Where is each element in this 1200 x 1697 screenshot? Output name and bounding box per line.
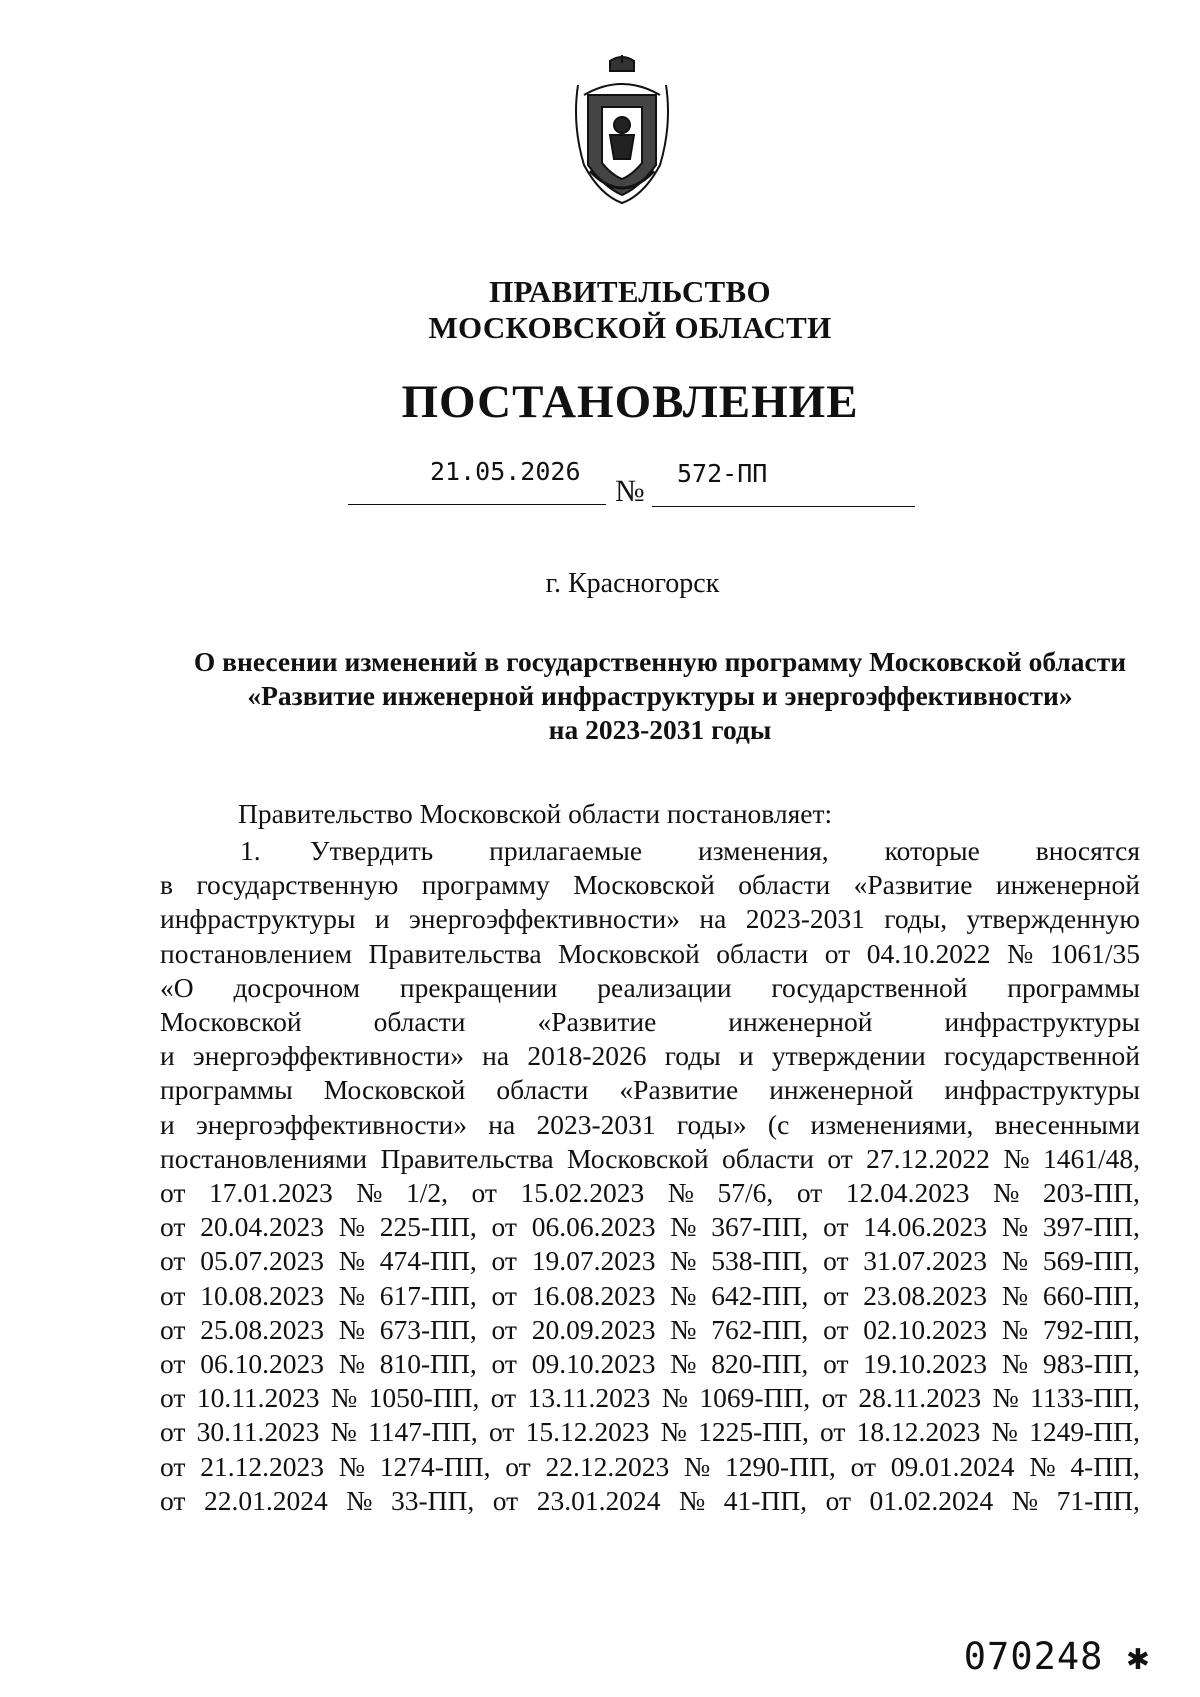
body-word: № xyxy=(993,1177,1020,1208)
body-word: 1069-ПП, xyxy=(699,1382,811,1414)
document-number: 572-ПП xyxy=(677,459,768,488)
body-word: изменения, xyxy=(697,835,829,866)
body-word: от xyxy=(160,1245,186,1277)
body-word: утверждении xyxy=(771,1040,926,1072)
body-word: 397-ПП, xyxy=(1042,1211,1140,1243)
body-word: 09.10.2023 xyxy=(531,1348,656,1379)
body-word: государственной xyxy=(771,971,968,1003)
body-word: 05.07.2023 xyxy=(200,1245,324,1277)
body-word: от xyxy=(160,1211,186,1243)
body-word: досрочном xyxy=(233,971,361,1003)
body-word: 15.12.2023 xyxy=(525,1416,650,1448)
body-word: от xyxy=(823,1211,849,1243)
body-word: 06.10.2023 xyxy=(200,1348,324,1379)
body-word: от xyxy=(160,1313,186,1345)
body-word: области xyxy=(738,869,831,901)
stamp-code: 070248 xyxy=(963,1635,1104,1678)
body-word: и xyxy=(160,1040,175,1072)
body-line xyxy=(160,1006,1140,1040)
body-word: № xyxy=(330,1416,357,1448)
organization-name-line1: ПРАВИТЕЛЬСТВО xyxy=(489,274,771,309)
body-word: от xyxy=(491,1211,517,1243)
body-word: 02.10.2023 xyxy=(863,1313,988,1345)
document-type-title: ПОСТАНОВЛЕНИЕ xyxy=(401,376,859,428)
body-word: и xyxy=(374,903,390,935)
body-word: 31.07.2023 xyxy=(863,1245,988,1277)
body-word: инженерной xyxy=(769,1074,914,1106)
body-word: № xyxy=(670,1279,697,1311)
body-word: прекращении xyxy=(399,971,558,1003)
body-word: 20.04.2023 xyxy=(200,1211,324,1243)
body-word: государственной xyxy=(943,1040,1140,1072)
body-word: № xyxy=(670,1245,697,1277)
body-word: № xyxy=(1001,1348,1029,1379)
body-word: внесенными xyxy=(994,1108,1140,1140)
body-word: 1050-ПП, xyxy=(368,1382,480,1414)
body-word: прилагаемые xyxy=(489,835,643,866)
body-word: 12.04.2023 xyxy=(845,1177,970,1208)
body-word: годы xyxy=(664,1040,721,1072)
intro-paragraph: Правительство Московской области постановляет: xyxy=(238,798,833,829)
stamp-mark: ✱ xyxy=(1126,1635,1150,1678)
body-word: которые xyxy=(884,835,980,866)
body-word: области xyxy=(722,1142,814,1174)
body-word: № xyxy=(1001,1211,1029,1243)
body-word: 474-ПП, xyxy=(379,1245,477,1277)
body-word: № xyxy=(338,1313,365,1345)
document-heading xyxy=(160,645,1160,747)
body-line xyxy=(160,1485,1140,1519)
body-word: и xyxy=(738,1040,754,1072)
body-word: 820-ПП, xyxy=(711,1348,809,1379)
body-word: 660-ПП, xyxy=(1042,1279,1140,1311)
organization-name-line2: МОСКОВСКОЙ ОБЛАСТИ xyxy=(428,310,832,345)
body-word: 41-ПП, xyxy=(723,1484,808,1516)
body-word: 673-ПП, xyxy=(379,1313,477,1345)
body-word: 16.08.2023 xyxy=(531,1279,656,1311)
moscow-oblast-coat-of-arms-emblem xyxy=(570,55,674,205)
body-word: на xyxy=(482,1040,510,1072)
body-word: 1133-ПП, xyxy=(1030,1382,1140,1414)
body-word: от xyxy=(823,1313,849,1345)
heading-line: О внесении изменений в государственную программу Московской области xyxy=(193,646,1127,677)
body-word: от xyxy=(490,1382,517,1414)
body-word: от xyxy=(160,1177,186,1208)
body-word: постановлениями xyxy=(160,1142,368,1174)
body-word: от xyxy=(160,1348,186,1379)
body-word: № xyxy=(992,1382,1019,1414)
body-word: от xyxy=(824,937,851,969)
body-word: от xyxy=(160,1382,186,1414)
body-word: от xyxy=(471,1177,497,1208)
body-word: 01.02.2024 xyxy=(869,1484,994,1516)
body-word: № xyxy=(338,1348,365,1379)
body-word: (с xyxy=(767,1108,790,1140)
body-line xyxy=(310,835,1140,869)
body-word: № xyxy=(670,1348,697,1379)
body-word: от xyxy=(491,1245,517,1277)
body-word: утвержденную xyxy=(966,903,1140,935)
body-word: № xyxy=(1001,1245,1029,1277)
body-word: Правительства xyxy=(368,937,542,969)
body-word: от xyxy=(160,1279,186,1311)
body-word: 1/2, xyxy=(406,1177,449,1208)
body-word: № xyxy=(684,1450,711,1482)
body-word: от xyxy=(820,1416,846,1448)
body-word: от xyxy=(505,1450,531,1482)
body-word: Московской xyxy=(558,937,700,969)
body-word: Московской xyxy=(160,1006,302,1037)
body-word: от xyxy=(491,1313,517,1345)
body-word: 792-ПП, xyxy=(1042,1313,1140,1345)
body-word: от xyxy=(823,1348,849,1379)
body-word: от xyxy=(491,1279,517,1311)
body-word: № xyxy=(346,1484,373,1516)
body-word: 642-ПП, xyxy=(711,1279,809,1311)
body-word: инженерной xyxy=(995,869,1140,901)
body-word: области xyxy=(373,1006,466,1037)
body-line xyxy=(160,869,1140,903)
body-word: 22.12.2023 xyxy=(545,1450,670,1482)
body-word: изменениями, xyxy=(810,1108,974,1140)
body-word: Московской xyxy=(567,1142,709,1174)
document-stamp xyxy=(964,1635,1150,1678)
document-city: г. Красногорск xyxy=(545,568,720,599)
body-word: № xyxy=(991,1416,1018,1448)
body-word: 57/6, xyxy=(717,1177,774,1208)
body-word: № xyxy=(660,1416,687,1448)
body-line xyxy=(160,938,1140,972)
body-word: 28.11.2023 xyxy=(858,1382,982,1414)
body-word: от xyxy=(491,1348,517,1379)
body-word: 23.01.2024 xyxy=(536,1484,661,1516)
body-word: от xyxy=(825,1484,851,1516)
body-word: № xyxy=(338,1450,365,1482)
body-word: 2023-2031 xyxy=(745,903,865,935)
body-word: от xyxy=(823,1245,849,1277)
body-word: № xyxy=(1029,1450,1056,1482)
body-word: области xyxy=(496,1074,589,1106)
body-word: вносятся xyxy=(1035,835,1140,866)
body-word: «Развитие xyxy=(853,869,973,901)
body-word: от xyxy=(796,1177,823,1208)
body-word: «О xyxy=(160,971,194,1003)
body-word: 04.10.2022 xyxy=(866,937,991,969)
body-word: 1461/48, xyxy=(1042,1142,1140,1174)
body-word: 1061/35 xyxy=(1049,937,1140,969)
body-word: № xyxy=(667,1177,695,1208)
body-word: № xyxy=(356,1177,383,1208)
body-word: инфраструктуры xyxy=(944,1006,1140,1037)
body-word: 18.12.2023 xyxy=(856,1416,981,1448)
body-word: 22.01.2024 xyxy=(203,1484,328,1516)
body-line xyxy=(160,1416,1140,1450)
body-word: № xyxy=(330,1382,358,1414)
body-line xyxy=(160,1382,1140,1416)
body-line xyxy=(160,972,1140,1006)
body-word: № xyxy=(1011,1484,1039,1516)
body-word: в xyxy=(160,869,173,901)
body-word: 617-ПП, xyxy=(379,1279,477,1311)
body-word: 1249-ПП, xyxy=(1029,1416,1140,1448)
body-word: государственную xyxy=(196,869,399,901)
body-word: от xyxy=(160,1484,186,1516)
body-word: № xyxy=(1003,1142,1030,1174)
body-word: 4-ПП, xyxy=(1070,1450,1140,1482)
body-word: 1290-ПП, xyxy=(725,1450,836,1482)
body-line xyxy=(160,1314,1140,1348)
body-word: 33-ПП, xyxy=(391,1484,475,1516)
body-word: 21.12.2023 xyxy=(200,1450,324,1482)
body-word: 15.02.2023 xyxy=(520,1177,645,1208)
body-line xyxy=(160,1143,1140,1177)
body-word: от xyxy=(823,1279,849,1311)
body-word: 1147-ПП, xyxy=(368,1416,478,1448)
body-word: 203-ПП, xyxy=(1042,1177,1140,1208)
body-word: 2018-2026 xyxy=(527,1040,647,1072)
body-word: 10.08.2023 xyxy=(200,1279,324,1311)
body-word: 20.09.2023 xyxy=(531,1313,656,1345)
body-word: 19.10.2023 xyxy=(863,1348,988,1379)
body-word: № xyxy=(338,1211,365,1243)
body-word: 19.07.2023 xyxy=(531,1245,656,1277)
body-word: 09.01.2024 xyxy=(890,1450,1015,1482)
body-word: энергоэффективности» xyxy=(195,1108,468,1140)
body-word: 14.06.2023 xyxy=(863,1211,988,1243)
body-word: Московской xyxy=(573,869,715,901)
body-word: 30.11.2023 xyxy=(196,1416,320,1448)
body-word: энергоэффективности» xyxy=(192,1040,464,1072)
body-word: № xyxy=(670,1211,697,1243)
body-word: № xyxy=(661,1382,688,1414)
heading-line: на 2023-2031 годы xyxy=(548,714,772,745)
body-word: энергоэффективности» xyxy=(408,903,681,935)
body-line xyxy=(160,1040,1140,1074)
body-word: инфраструктуры xyxy=(944,1074,1140,1106)
body-line xyxy=(160,1245,1140,1279)
body-word: области xyxy=(716,937,809,969)
body-word: Правительства xyxy=(380,1142,554,1174)
body-word: 569-ПП, xyxy=(1042,1245,1140,1277)
body-word: постановлением xyxy=(160,937,352,969)
body-word: № xyxy=(1007,937,1034,969)
item-number: 1. xyxy=(240,835,261,866)
body-word: 13.11.2023 xyxy=(527,1382,651,1414)
body-line xyxy=(160,1074,1140,1108)
body-word: № xyxy=(670,1313,697,1345)
body-word: 27.12.2022 xyxy=(866,1142,990,1174)
body-word: программу xyxy=(421,869,550,901)
body-word: 538-ПП, xyxy=(711,1245,809,1277)
body-word: от xyxy=(492,1484,519,1516)
body-word: 1225-ПП, xyxy=(698,1416,809,1448)
body-line xyxy=(160,1451,1140,1485)
body-line xyxy=(160,1177,1140,1211)
body-word: 225-ПП, xyxy=(379,1211,477,1243)
body-word: 762-ПП, xyxy=(711,1313,809,1345)
body-word: № xyxy=(679,1484,706,1516)
body-word: на xyxy=(699,903,727,935)
body-word: № xyxy=(1001,1279,1029,1311)
body-word: 25.08.2023 xyxy=(200,1313,324,1345)
body-word: программы xyxy=(160,1074,293,1106)
number-sign: № xyxy=(615,473,645,508)
body-word: от xyxy=(850,1450,876,1482)
body-word: на xyxy=(488,1108,516,1140)
body-line xyxy=(160,1348,1140,1382)
body-word: от xyxy=(489,1416,515,1448)
body-word: от xyxy=(160,1416,186,1448)
body-word: инженерной xyxy=(728,1006,873,1037)
body-word: годы, xyxy=(884,903,948,935)
body-word: от xyxy=(821,1382,847,1414)
body-word: 23.08.2023 xyxy=(863,1279,988,1311)
body-word: 10.11.2023 xyxy=(196,1382,320,1414)
body-word: № xyxy=(1001,1313,1029,1345)
body-word: 71-ПП, xyxy=(1056,1484,1140,1516)
body-word: 17.01.2023 xyxy=(208,1177,333,1208)
body-word: 367-ПП, xyxy=(711,1211,809,1243)
heading-line: «Развитие инженерной инфраструктуры и энергоэффективности» xyxy=(247,680,1073,711)
body-word: инфраструктуры xyxy=(160,903,356,935)
body-word: 06.06.2023 xyxy=(531,1211,656,1243)
body-word: реализации xyxy=(597,971,732,1003)
body-word: 1274-ПП, xyxy=(379,1450,491,1482)
body-word: Утвердить xyxy=(310,835,434,866)
body-word: № xyxy=(338,1245,365,1277)
body-word: 810-ПП, xyxy=(379,1348,477,1379)
body-line xyxy=(160,1211,1140,1245)
body-word: «Развитие xyxy=(537,1006,657,1037)
number-underline xyxy=(652,506,915,507)
body-word: Московской xyxy=(323,1074,466,1106)
document-date: 21.05.2026 xyxy=(430,457,581,486)
body-word: «Развитие xyxy=(619,1074,739,1106)
date-underline xyxy=(348,504,606,505)
body-word: от xyxy=(160,1450,186,1482)
body-word: 2023-2031 xyxy=(536,1108,656,1140)
body-line xyxy=(160,1280,1140,1314)
body-word: от xyxy=(827,1142,853,1174)
body-word: 983-ПП, xyxy=(1042,1348,1140,1379)
body-line xyxy=(160,903,1140,937)
body-word: программы xyxy=(1007,971,1140,1003)
body-line xyxy=(160,1109,1140,1143)
body-word: и xyxy=(160,1108,175,1140)
body-word: годы» xyxy=(676,1108,747,1140)
body-word: № xyxy=(338,1279,365,1311)
